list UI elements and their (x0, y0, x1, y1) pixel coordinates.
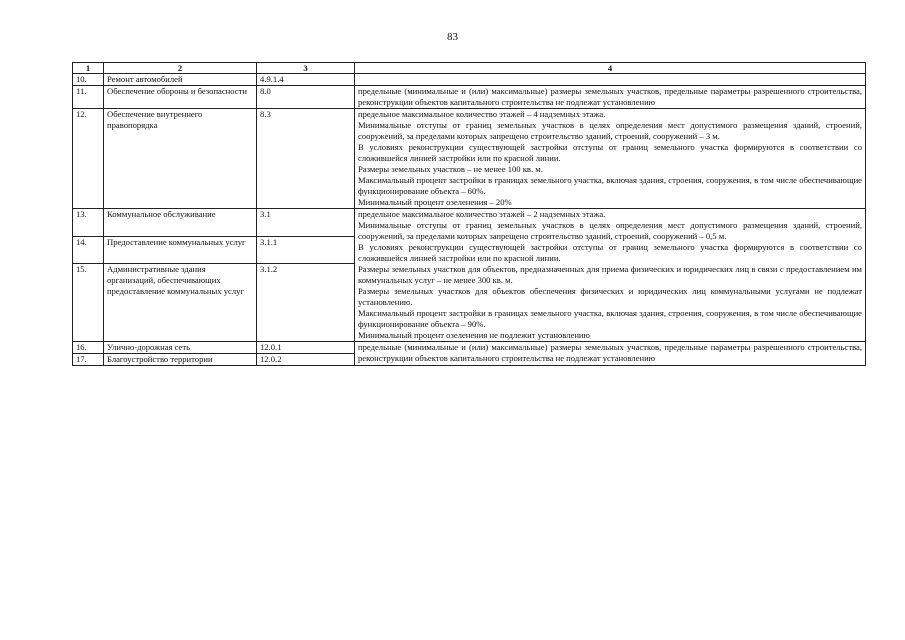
use-code: 8.0 (257, 86, 355, 109)
param-line: Максимальный процент застройки в границах земельного участка, включая здания, строения, сооружения, в том числе обеспечивающие функционирование объекта – 60%. (358, 175, 862, 196)
land-use-table (72, 62, 866, 366)
param-line: Максимальный процент застройки в границах земельного участка, включая здания, строения, сооружения, в том числе обеспечивающие функционирование объекта – 90%. (358, 308, 862, 329)
param-line: Минимальные отступы от границ земельных участков в целях определения мест допустимого размещения зданий, строений, сооружений, за пределами которых запрещено строительство зданий, строений, сооружений – 3 м. (358, 120, 862, 141)
header-col-2: 2 (104, 63, 257, 74)
param-line: Размеры земельных участков для объектов обеспечения физических и юридических лиц коммунальными услугами не подлежат установлению. (358, 286, 862, 307)
param-line: Минимальный процент озеленения не подлежит установлению (358, 330, 590, 340)
params-cell (355, 74, 866, 86)
row-number: 17. (73, 354, 104, 366)
param-line: В условиях реконструкции существующей застройки отступы от границ земельного участка формируются в соответствии со сложившейся линией застройки или по красной линии. (358, 242, 862, 263)
table-row (73, 86, 866, 109)
table-row (73, 209, 866, 237)
use-name: Административные здания организаций, обеспечивающих предоставление коммунальных услуг (104, 264, 257, 342)
param-line: Минимальный процент озеленения – 20% (358, 197, 512, 207)
use-code: 4.9.1.4 (257, 74, 355, 86)
use-name: Ремонт автомобилей (104, 74, 257, 86)
table-row (73, 342, 866, 354)
param-line: В условиях реконструкции существующей застройки отступы от границ земельного участка формируются в соответствии со сложившейся линией застройки или по красной линии. (358, 142, 862, 163)
header-col-1: 1 (73, 63, 104, 74)
row-number: 16. (73, 342, 104, 354)
header-col-4: 4 (355, 63, 866, 74)
param-line: Размеры земельных участков для объектов, предназначенных для приема физических и юридических лиц в связи с предоставлением им коммунальных услуг – не менее 300 кв. м. (358, 264, 862, 285)
use-name: Благоустройство территории (104, 354, 257, 366)
use-code: 12.0.2 (257, 354, 355, 366)
use-name: Предоставление коммунальных услуг (104, 236, 257, 264)
use-code: 3.1 (257, 209, 355, 237)
param-line: предельное максимальное количество этажей – 4 надземных этажа. (358, 109, 606, 119)
row-number: 12. (73, 109, 104, 209)
header-col-3: 3 (257, 63, 355, 74)
params-cell: предельные (минимальные и (или) максимальные) размеры земельных участков, предельные параметры разрешенного строительства, реконструкции объектов капитального строительства не подлежат установлению (355, 86, 866, 109)
row-number: 10. (73, 74, 104, 86)
use-code: 3.1.2 (257, 264, 355, 342)
row-number: 14. (73, 236, 104, 264)
table-row (73, 74, 866, 86)
page-number: 83 (447, 31, 458, 43)
table-header-row (73, 63, 866, 74)
row-number: 13. (73, 209, 104, 237)
table-row (73, 109, 866, 209)
row-number: 11. (73, 86, 104, 109)
use-name: Обеспечение внутреннего правопорядка (104, 109, 257, 209)
use-code: 8.3 (257, 109, 355, 209)
use-code: 12.0.1 (257, 342, 355, 354)
use-name: Обеспечение обороны и безопасности (104, 86, 257, 109)
param-line: Размеры земельных участков – не менее 100 кв. м. (358, 164, 543, 174)
use-name: Улично-дорожная сеть (104, 342, 257, 354)
use-code: 3.1.1 (257, 236, 355, 264)
params-cell (355, 209, 866, 342)
param-line: предельное максимальное количество этажей – 2 надземных этажа. (358, 209, 606, 219)
row-number: 15. (73, 264, 104, 342)
param-line: Минимальные отступы от границ земельных участков в целях определения мест допустимого размещения зданий, строений, сооружений, за пределами которых запрещено строительство зданий, строений, сооружений – 0,5 м. (358, 220, 862, 241)
params-cell (355, 109, 866, 209)
use-name: Коммунальное обслуживание (104, 209, 257, 237)
params-cell: предельные (минимальные и (или) максимальные) размеры земельных участков, предельные параметры разрешенного строительства, реконструкции объектов капитального строительства не подлежат установлению (355, 342, 866, 366)
